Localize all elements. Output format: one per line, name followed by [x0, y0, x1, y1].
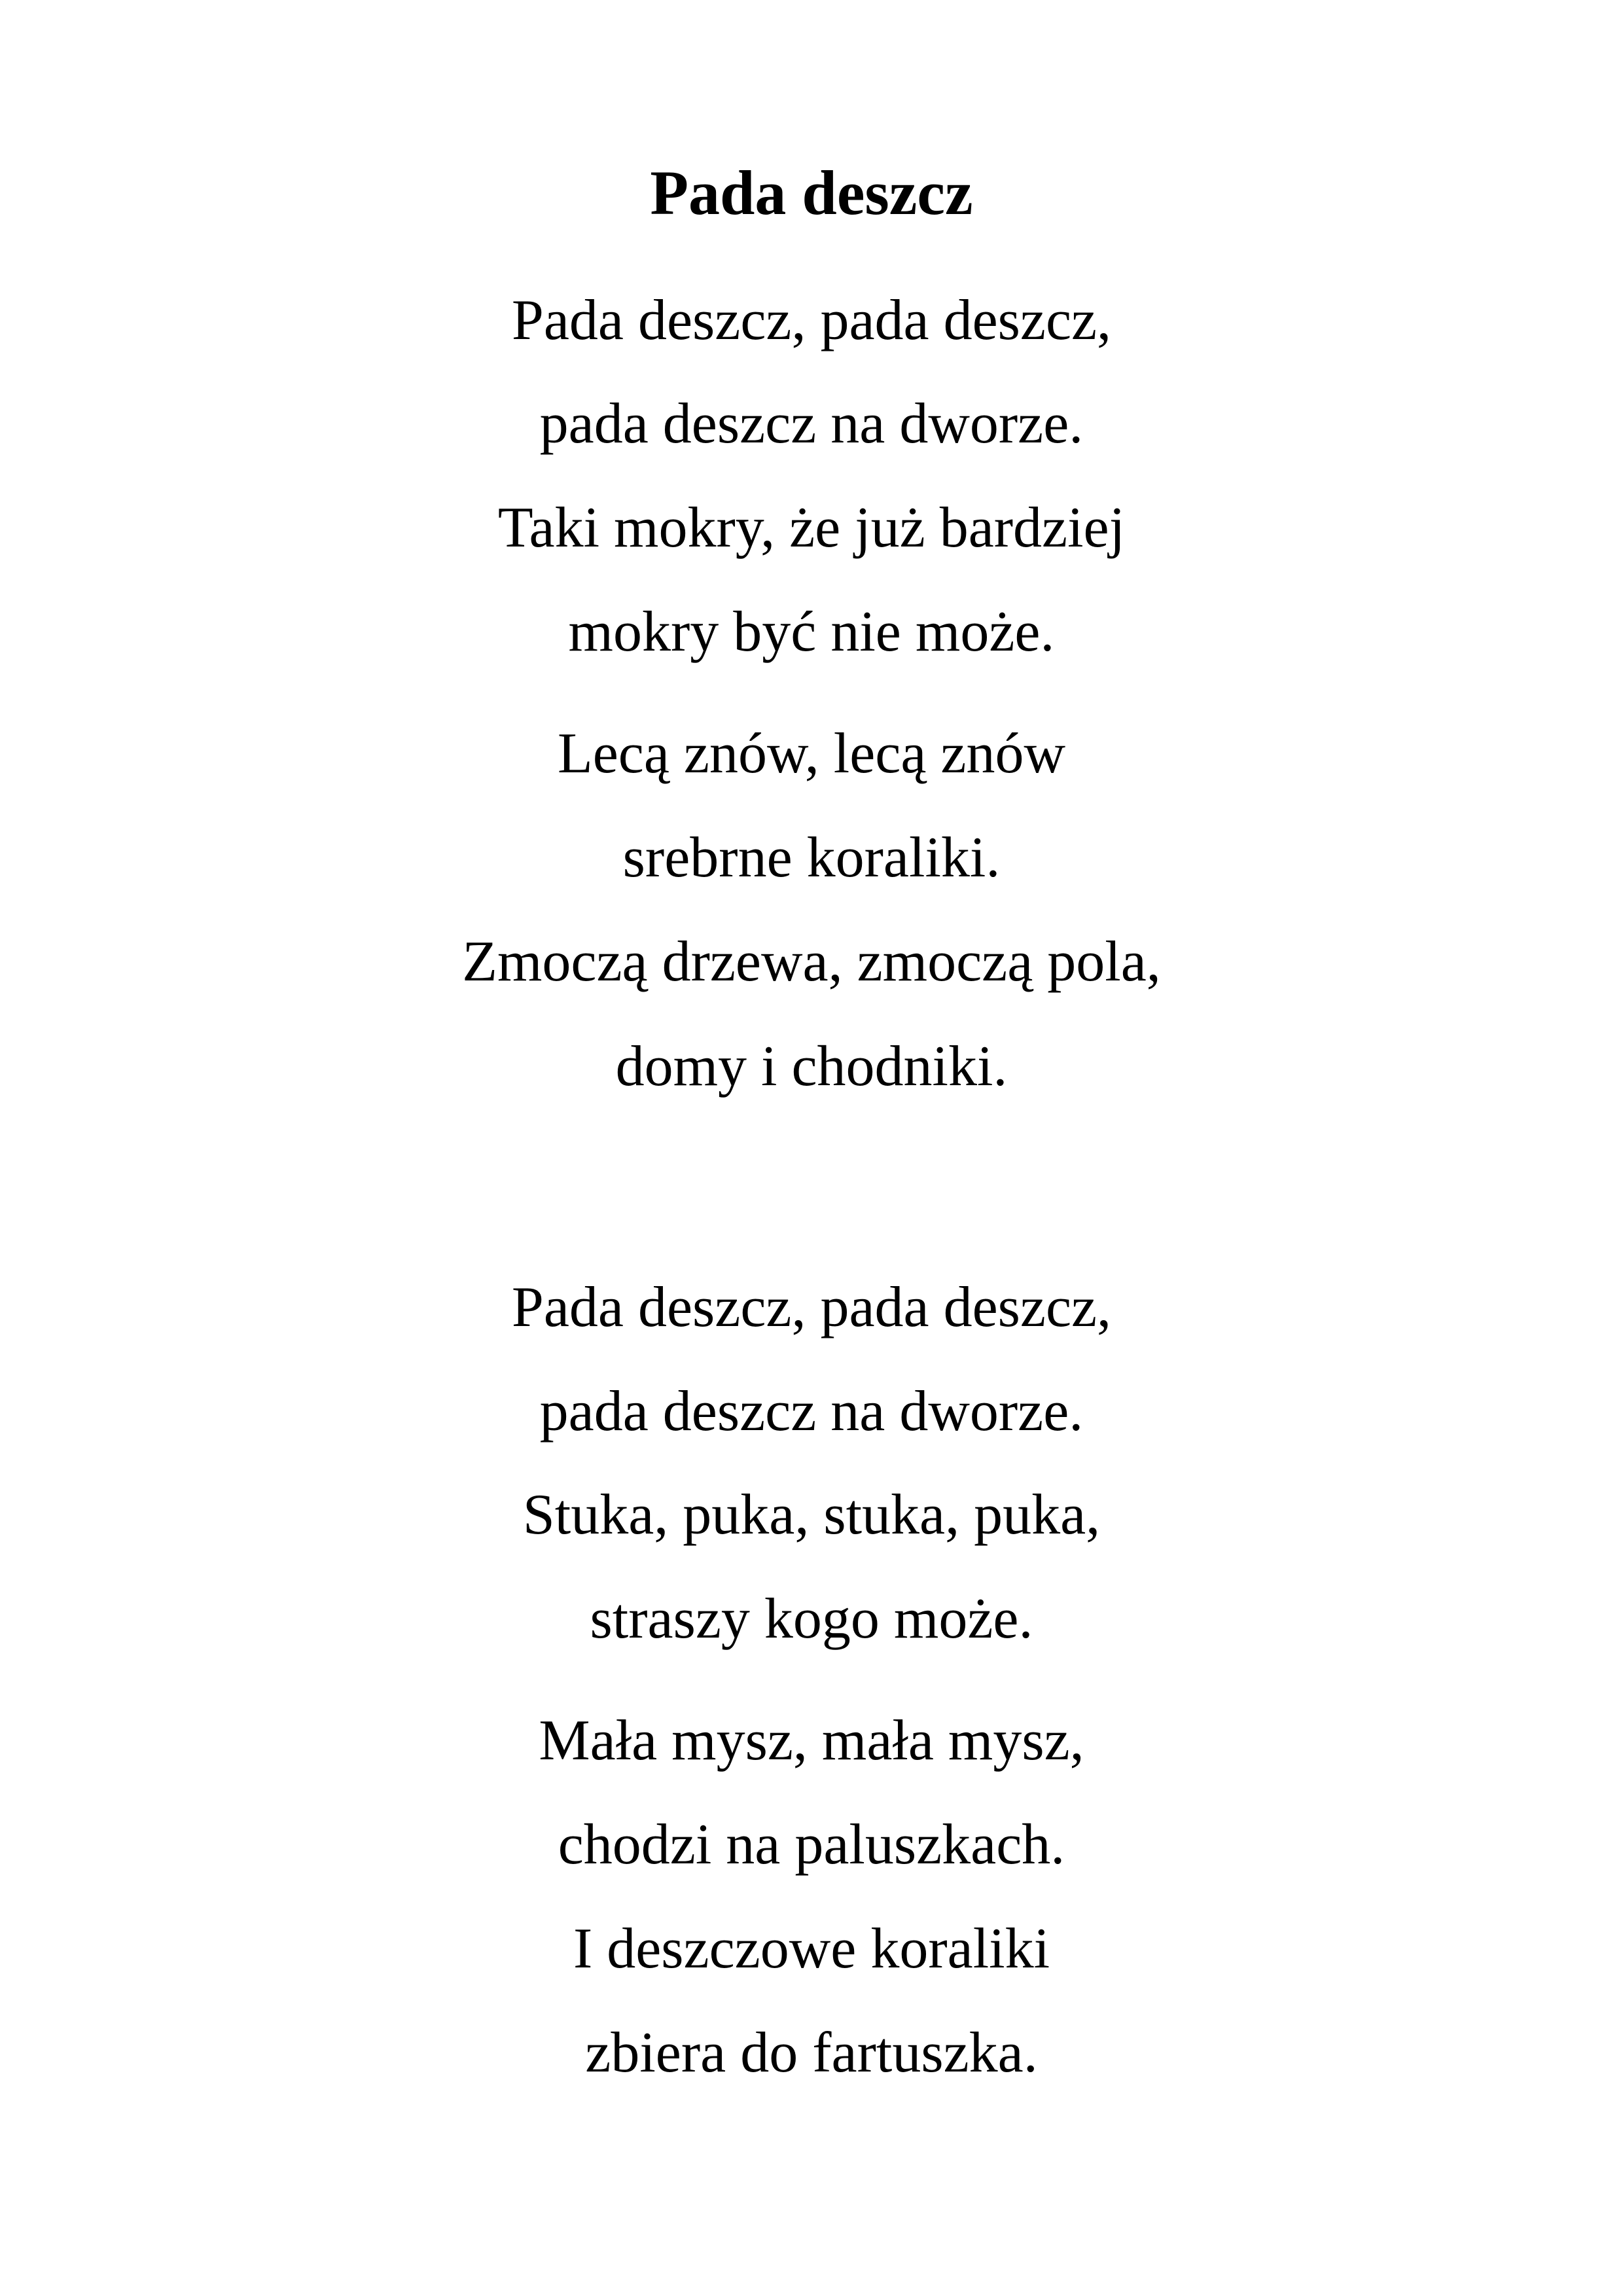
poem-line: Lecą znów, lecą znów — [557, 722, 1066, 785]
poem-line: chodzi na paluszkach. — [558, 1813, 1065, 1876]
poem-line: straszy kogo może. — [590, 1587, 1033, 1651]
poem-line: mokry być nie może. — [568, 600, 1055, 664]
poem-line: Taki mokry, że już bardziej — [497, 496, 1126, 560]
poem-line: domy i chodniki. — [615, 1035, 1008, 1098]
poem-line: pada deszcz na dworze. — [539, 392, 1084, 456]
poem-line: Pada deszcz, pada deszcz, — [511, 1276, 1112, 1339]
poem-line: srebrne koraliki. — [622, 826, 1001, 889]
poem-line: zbiera do fartuszka. — [585, 2021, 1038, 2085]
poem-line: Zmoczą drzewa, zmoczą pola, — [462, 930, 1161, 994]
poem-line: Stuka, puka, stuka, puka, — [522, 1483, 1101, 1547]
poem-title: Pada deszcz — [650, 158, 973, 228]
poem-line: Pada deszcz, pada deszcz, — [511, 289, 1112, 352]
poem-line: Mała mysz, mała mysz, — [539, 1709, 1084, 1772]
poem-line: pada deszcz na dworze. — [539, 1380, 1084, 1443]
poem-line: I deszczowe koraliki — [573, 1917, 1050, 1981]
